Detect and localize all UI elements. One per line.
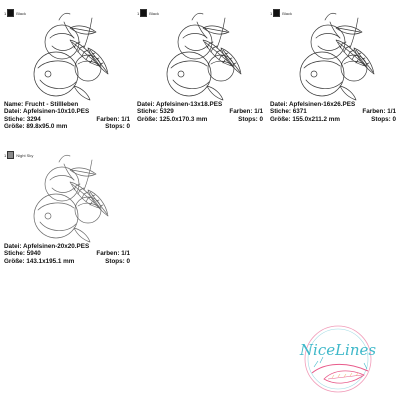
swatch-number: 1 xyxy=(137,10,140,16)
swatch-number: 1 xyxy=(4,152,7,158)
swatch-number: 1 xyxy=(4,10,7,16)
orange-fruit-illustration xyxy=(137,8,263,103)
design-card xyxy=(270,8,396,128)
color-count: Farben: 1/1 xyxy=(362,108,396,116)
stitch-count: Stiche: 5940 xyxy=(4,250,41,258)
design-info xyxy=(137,101,263,123)
swatch-number: 1 xyxy=(270,10,273,16)
stop-count: Stops: 0 xyxy=(371,115,396,123)
design-card xyxy=(4,8,130,131)
file-name: Datei: Apfelsinen-16x26.PES xyxy=(270,101,356,108)
logo-text: NiceLines xyxy=(299,341,377,359)
design-info xyxy=(4,101,130,131)
orange-fruit-illustration xyxy=(270,8,396,103)
orange-fruit-illustration xyxy=(4,8,130,103)
design-info xyxy=(4,243,130,265)
swatch-color-name: Night Sky xyxy=(16,152,34,158)
file-name: Datei: Apfelsinen-20x20.PES xyxy=(4,243,90,250)
design-info xyxy=(270,101,396,123)
file-name: Datei: Apfelsinen-10x10.PES xyxy=(4,108,90,116)
swatch-color-name: Black xyxy=(282,10,293,16)
design-size: Größe: 89.8x95.0 mm xyxy=(4,123,68,131)
swatch-color-name: Black xyxy=(16,10,27,16)
design-card xyxy=(4,150,130,270)
file-name: Datei: Apfelsinen-13x18.PES xyxy=(137,101,223,108)
design-name: Name: Frucht - Stillleben xyxy=(4,101,79,108)
design-size: Größe: 125.0x170.3 mm xyxy=(137,115,208,123)
design-size: Größe: 155.0x211.2 mm xyxy=(270,115,341,123)
orange-fruit-illustration xyxy=(4,150,130,245)
color-count: Farben: 1/1 xyxy=(229,108,263,116)
color-count: Farben: 1/1 xyxy=(96,250,130,258)
stop-count: Stops: 0 xyxy=(105,257,130,265)
stop-count: Stops: 0 xyxy=(105,123,130,131)
design-size: Größe: 143.1x195.1 mm xyxy=(4,257,75,265)
stop-count: Stops: 0 xyxy=(238,115,263,123)
stitch-count: Stiche: 6371 xyxy=(270,108,307,116)
color-count: Farben: 1/1 xyxy=(96,115,130,123)
stitch-count: Stiche: 3294 xyxy=(4,115,41,123)
design-card xyxy=(137,8,263,128)
stitch-count: Stiche: 5329 xyxy=(137,108,174,116)
swatch-color-name: Black xyxy=(149,10,160,16)
nicelines-logo xyxy=(284,323,392,395)
